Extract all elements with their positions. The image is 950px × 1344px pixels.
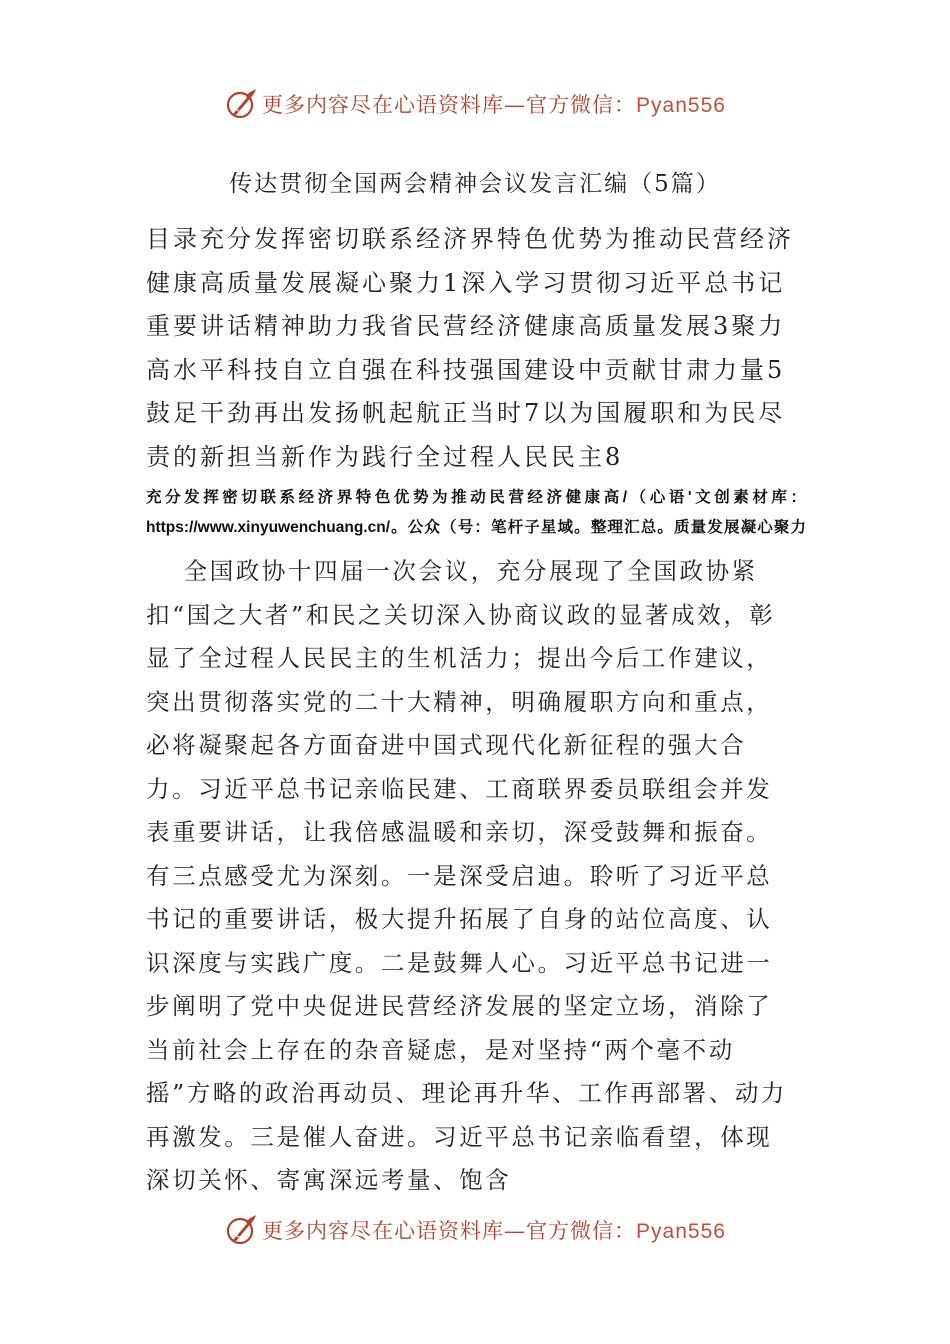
banner-slogan: 更多内容尽在心语资料库 [262, 93, 505, 117]
banner-dash: — [504, 93, 527, 117]
banner-account: Pyan556 [636, 1220, 726, 1243]
quill-pen-logo-icon [224, 87, 258, 121]
footer-banner-text [262, 1215, 726, 1245]
header-banner [0, 80, 950, 128]
header-banner-text [262, 89, 726, 119]
banner-contact-label: 官方微信： [526, 93, 637, 117]
quill-pen-logo-icon [224, 1213, 258, 1247]
banner-dash: — [504, 1219, 527, 1243]
banner-account: Pyan556 [636, 94, 726, 117]
body-paragraph: 全国政协十四届一次会议，充分展现了全国政协紧扣“国之大者”和民之关切深入协商议政的显著成效，彰显了全过程人民民主的生机活力；提出今后工作建议，突出贯彻落实党的二十大精神，明确履职方向和重点，必将凝聚起各方面奋进中国式现代化新征程的强大合力。习近平总书记亲临民建、工商联界委员联组会并发表重要讲话，让我倍感温暖和亲切，深受鼓舞和振奋。有三点感受尤为深刻。一是深受启迪。聆听了习近平总书记的重要讲话，极大提升拓展了自身的站位高度、认识深度与实践广度。二是鼓舞人心。习近平总书记进一步阐明了党中央促进民营经济发展的坚定立场，消除了当前社会上存在的杂音疑虑，是对坚持“两个毫不动摇”方略的政治再动员、理论再升华、工作再部署、动力再激发。三是催人奋进。习近平总书记亲临看望，体现深切关怀、寄寓深远考量、饱含 [146, 557, 788, 1194]
document-title: 传达贯彻全国两会精神会议发言汇编（5篇） [229, 171, 721, 197]
table-of-contents: 目录充分发挥密切联系经济界特色优势为推动民营经济健康高质量发展凝心聚力1深入学习贯彻习近平总书记重要讲话精神助力我省民营经济健康高质量发展3聚力高水平科技自立自强在科技强国建设中贡献甘肃力量5鼓足干劲再出发扬帆起航正当时7以为国履职和为民尽责的新担当新作为践行全过程人民民主8 [146, 225, 794, 471]
banner-contact-label: 官方微信： [526, 1219, 637, 1243]
footer-banner [0, 1206, 950, 1254]
source-note: 充分发挥密切联系经济界特色优势为推动民营经济健康高/（心语'文创素材库：https://www.xinyuwenchuang.cn/。公众（号：笔杆子星域。整理汇总。质量发展凝心聚力 [146, 489, 806, 536]
banner-slogan: 更多内容尽在心语资料库 [262, 1219, 505, 1243]
